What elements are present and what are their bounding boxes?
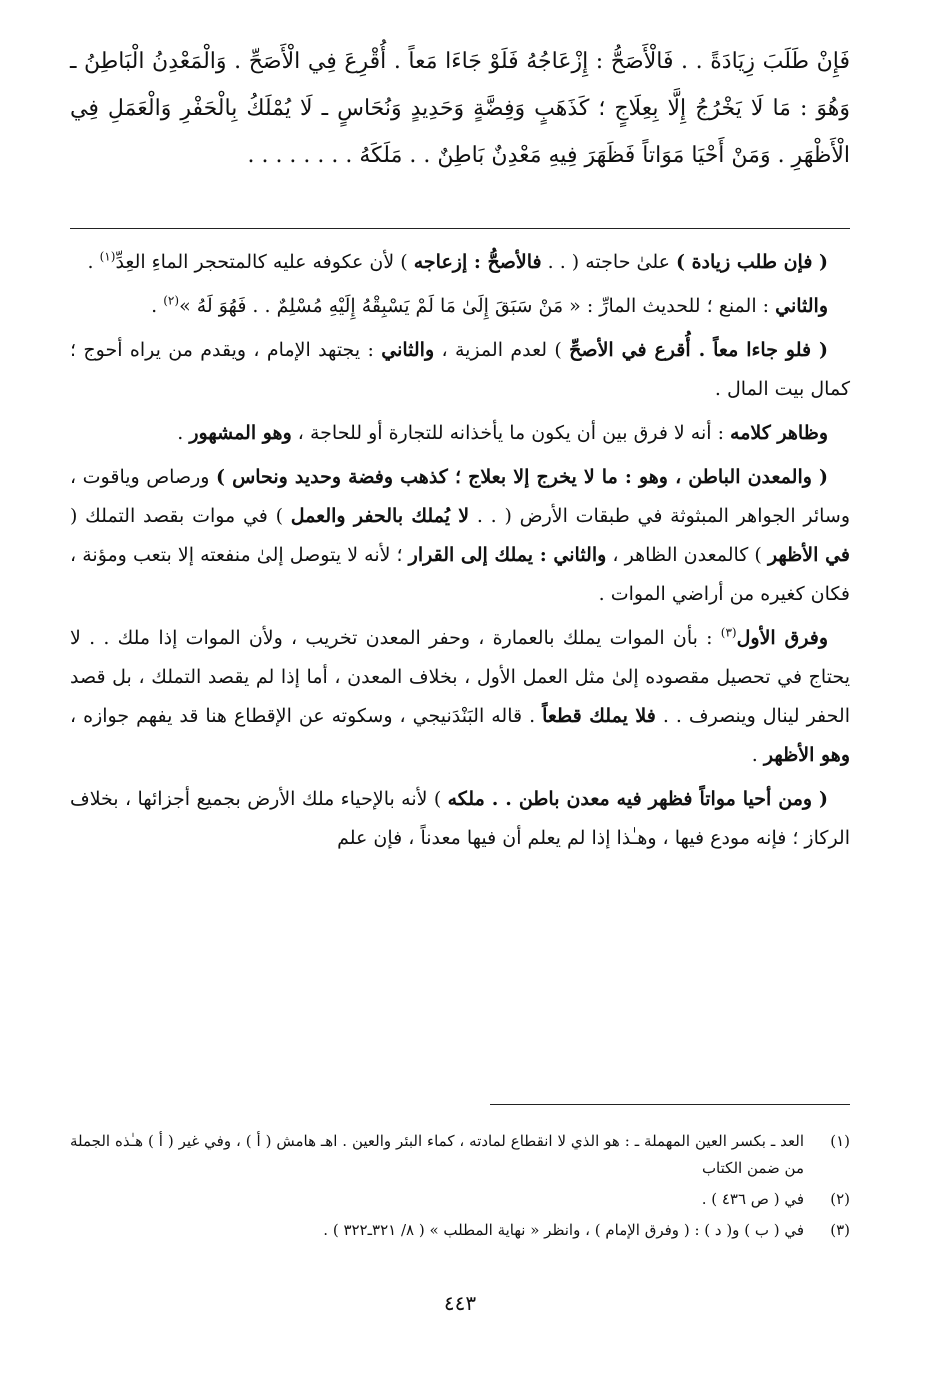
footnote-3 xyxy=(70,1217,850,1244)
commentary-text: : أنه لا فرق بين أن يكون ما يأخذانه للتجارة أو للحاجة ، xyxy=(291,422,731,444)
quoted-matn: ( فإن طلب زيادة ) xyxy=(676,251,828,273)
commentary-text: . xyxy=(177,422,190,444)
footnote-ref-1[interactable]: (١) xyxy=(99,249,116,264)
quoted-matn: فلا يملك قطعاً xyxy=(542,705,656,727)
commentary-text: : المنع ؛ للحديث المارِّ : « مَنْ سَبَقَ إِلَىٰ مَا لَمْ يَسْبِقْهُ إِلَيْهِ مُسْلِمٌ . . فَهُوَ لَهُ » xyxy=(179,295,776,317)
commentary-text: . xyxy=(751,744,764,766)
quoted-matn: ( ومن أحيا مواتاً فظهر فيه معدن باطن . . ملكه xyxy=(447,788,828,810)
quoted-matn: والثاني xyxy=(381,339,435,361)
quoted-matn: والثاني : يملك إلى القرار xyxy=(408,544,607,566)
commentary-text: ) في موات بقصد التملك ( xyxy=(70,505,291,527)
footnotes xyxy=(70,1128,850,1248)
quoted-matn: وفرق الأول xyxy=(736,627,828,649)
commentary-paragraph-5 xyxy=(70,458,850,614)
commentary-text: . xyxy=(151,295,164,317)
commentary-paragraph-2 xyxy=(70,287,850,326)
quoted-matn: والثاني xyxy=(775,295,828,317)
commentary-text: . قاله البَنْدَنيجي ، وسكوته عن الإقطاع هنا قد يفهم جوازه ، xyxy=(70,705,543,727)
quoted-matn: فالأصحُّ : إزعاجه xyxy=(413,251,542,273)
commentary-text: ورصاص وياقوت ، وسائر الجواهر المبثوثة في طبقات الأرض ( . . xyxy=(70,466,851,527)
footnote-separator-rule xyxy=(490,1104,850,1105)
quoted-matn: وظاهر كلامه xyxy=(730,422,828,444)
commentary-text: علىٰ حاجته ( . . xyxy=(541,251,676,273)
footnote-text: في ( ب ) و( د ) : ( وفرق الإمام ) ، وانظر « نهاية المطلب » ( ٨/ ٣٢١ـ٣٢٢ ) . xyxy=(323,1221,804,1239)
footnote-text: العد ـ بكسر العين المهملة ـ : هو الذي لا انقطاع لمادته ، كماء البئر والعين . اهـ هامش ( أ ) ، وفي غير ( أ ) هـٰذه الجملة من ضمن الكتاب xyxy=(70,1132,804,1177)
footnote-1 xyxy=(70,1128,850,1182)
commentary-paragraph-7 xyxy=(70,780,850,858)
footnote-number: (٣) xyxy=(830,1221,850,1239)
quoted-matn: ( فلو جاءا معاً . أُقرع في الأصحِّ xyxy=(569,339,828,361)
commentary-paragraph-6 xyxy=(70,619,850,775)
commentary-text: ؛ لأنه لا يتوصل إلىٰ منفعته إلا بتعب ومؤنة ، فكان كغيره من أراضي الموات . xyxy=(70,544,850,605)
footnote-text: في ( ص ٤٣٦ ) . xyxy=(701,1190,804,1208)
footnote-ref-2[interactable]: (٢) xyxy=(163,293,180,308)
quoted-matn: في الأظهر xyxy=(767,544,850,566)
commentary-text: ) لأن عكوفه عليه كالمتحجر الماءِ العِدِّ xyxy=(115,251,414,273)
footnote-number: (٢) xyxy=(830,1190,850,1208)
quoted-matn: لا يُملك بالحفر والعمل xyxy=(290,505,470,527)
commentary-text: . xyxy=(87,251,100,273)
commentary-text: : يجتهد الإمام ، ويقدم من يراه أحوج ؛ كمال بيت المال . xyxy=(70,339,850,400)
footnote-ref-3[interactable]: (٣) xyxy=(720,625,737,640)
quoted-matn: ( والمعدن الباطن ، وهو : ما لا يخرج إلا بعلاج ؛ كذهب وفضة وحديد ونحاس ) xyxy=(215,466,828,488)
matn-text: فَإِنْ طَلَبَ زِيَادَةً . . فَالْأَصَحُّ : إِزْعَاجُهُ فَلَوْ جَاءَا مَعاً . أُقْرِعَ فِي الْأَصَحِّ . وَالْمَعْدِنُ الْبَاطِنُ ـ وَهُوَ : مَا لَا يَخْرُجُ إِلَّا بِعِلَاجٍ ؛ كَذَهَبٍ وَفِضَّةٍ وَحَدِيدٍ وَنُحَاسٍ ـ لَا يُمْلَكُ بِالْحَفْرِ وَالْعَمَلِ فِي الْأَظْهَرِ . وَمَنْ أَحْيَا مَوَاتاً فَظَهَرَ فِيهِ مَعْدِنٌ بَاطِنٌ . . مَلَكَهُ . . . . . . . . xyxy=(70,49,850,168)
quoted-matn: وهو الأظهر xyxy=(763,744,850,766)
footnote-number: (١) xyxy=(830,1132,850,1150)
quoted-matn: وهو المشهور xyxy=(189,422,292,444)
commentary-text: ) لعدم المزية ، xyxy=(434,339,570,361)
book-page xyxy=(70,38,850,1348)
commentary-text: : بأن الموات يملك بالعمارة ، وحفر المعدن تخريب ، ولأن الموات إذا ملك . . لا يحتاج في تحصيل مقصوده إلىٰ مثل العمل الأول ، بخلاف المعدن ، أما إذا لم يقصد التملك ، بل قصد الحفر لينال وينصرف . . xyxy=(70,627,850,727)
commentary-paragraph-4 xyxy=(70,414,850,453)
page-number: ٤٤٣ xyxy=(443,1291,477,1315)
footnote-2 xyxy=(70,1186,850,1213)
commentary-paragraph-3 xyxy=(70,331,850,409)
commentary xyxy=(70,243,850,863)
commentary-text: ) لأنه بالإحياء ملك الأرض بجميع أجزائها ، بخلاف الركاز ؛ فإنه مودع فيها ، وهـٰذا إذا لم يعلم أن فيها معدناً ، فإن علم xyxy=(70,788,850,849)
matn-separator-rule xyxy=(70,228,850,229)
commentary-text: ) كالمعدن الظاهر ، xyxy=(606,544,768,566)
commentary-paragraph-1 xyxy=(70,243,850,282)
